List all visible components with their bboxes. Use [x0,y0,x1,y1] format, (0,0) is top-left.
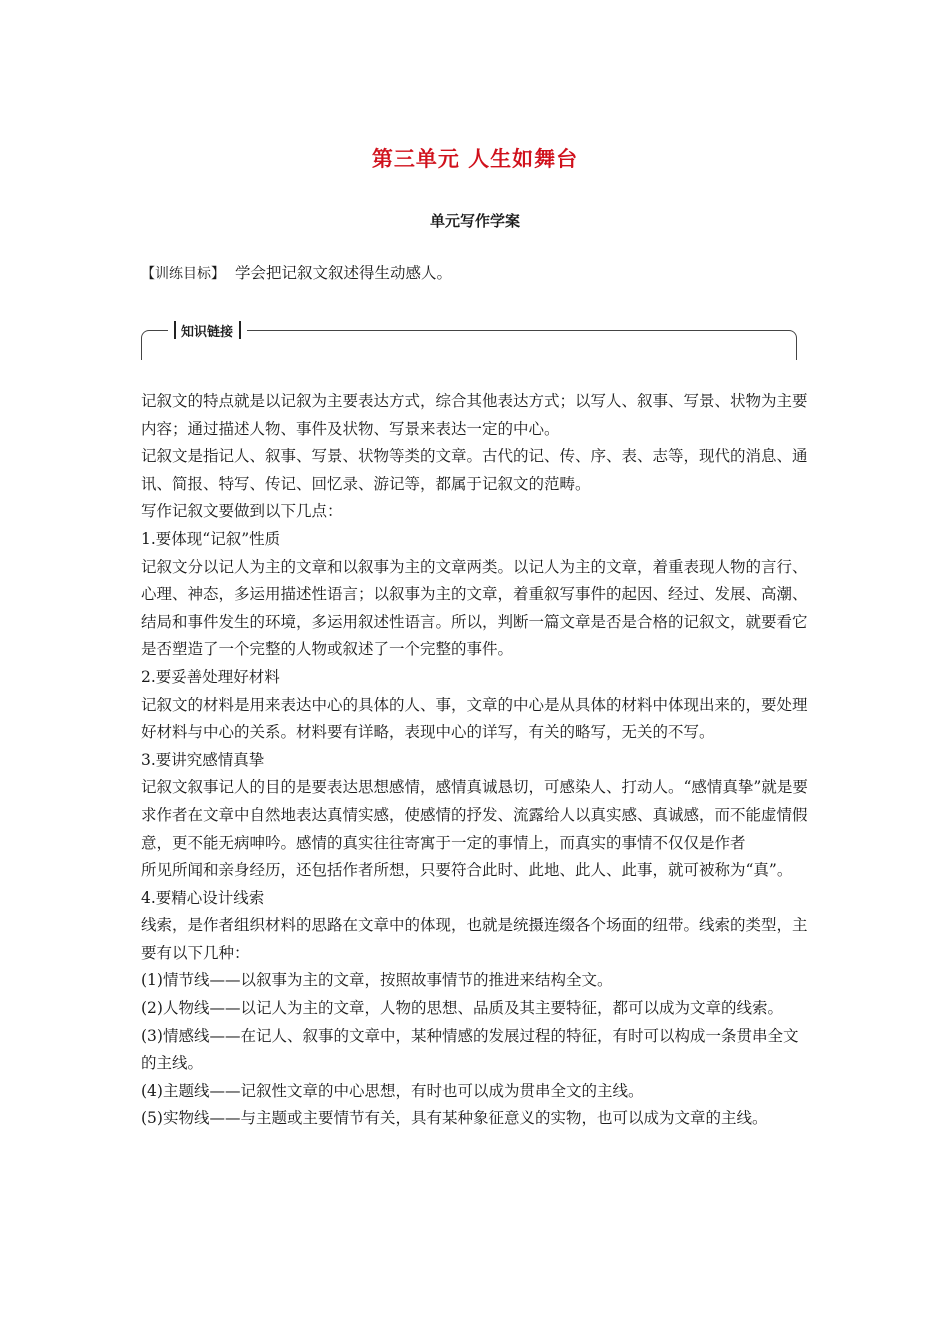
list-item: (2)人物线——以记人为主的文章，人物的思想、品质及其主要特征，都可以成为文章的线索。 [141,999,783,1018]
heading-point-2: 2.要妥善处理好材料 [141,667,280,686]
training-goal-text: 学会把记叙文叙述得生动感人。 [235,264,453,282]
list-item: (1)情节线——以叙事为主的文章，按照故事情节的推进来结构全文。 [141,971,613,990]
paragraph: 记叙文的材料是用来表达中心的具体的人、事，文章的中心是从具体的材料中体现出来的，要处理好材料与中心的关系。材料要有详略，表现中心的详写，有关的略写，无关的不写。 [141,695,808,742]
training-goal-label: 【训练目标】 [141,266,225,282]
list-item: (5)实物线——与主题或主要情节有关，具有某种象征意义的实物，也可以成为文章的主线。 [141,1109,768,1128]
section-bar-left [174,321,176,339]
paragraph: 记叙文分以记人为主的文章和以叙事为主的文章两类。以记人为主的文章，着重表现人物的言行、心理、神态，多运用描述性语言；以叙事为主的文章，着重叙写事件的起因、经过、发展、高潮、结局和事件发生的环境，多运用叙述性语言。所以，判断一篇文章是否是合格的记叙文，就要看它是否塑造了一个完整的人物或叙述了一个完整的事件。 [141,557,808,659]
list-item: (4)主题线——记叙性文章的中心思想，有时也可以成为贯串全文的主线。 [141,1081,644,1100]
paragraph: 所见所闻和亲身经历，还包括作者所想，只要符合此时、此地、此人、此事，就可被称为“真”。 [141,861,793,880]
paragraph: 线索，是作者组织材料的思路在文章中的体现，也就是统摄连缀各个场面的纽带。线索的类型，主要有以下几种： [141,916,808,962]
paragraph: 记叙文的特点就是以记叙为主要表达方式，综合其他表达方式；以写人、叙事、写景、状物为主要内容；通过描述人物、事件及状物、写景来表达一定的中心。 [141,392,808,438]
section-header [168,320,247,340]
heading-point-4: 4.要精心设计线索 [141,888,265,907]
training-goal [141,262,452,285]
page-title: 第三单元 人生如舞台 [371,147,579,171]
heading-point-1: 1.要体现“记叙”性质 [141,529,281,548]
page-subtitle: 单元写作学案 [429,212,520,230]
section-label: 知识链接 [181,324,234,340]
paragraph: 记叙文是指记人、叙事、写景、状物等类的文章。古代的记、传、序、表、志等，现代的消息、通讯、简报、特写、传记、回忆录、游记等，都属于记叙文的范畴。 [141,447,808,493]
paragraph: 写作记叙文要做到以下几点： [141,502,343,521]
heading-point-3: 3.要讲究感情真挚 [141,750,265,769]
body-text [141,388,813,1133]
list-item: (3)情感线——在记人、叙事的文章中，某种情感的发展过程的特征，有时可以构成一条贯串全文的主线。 [141,1026,799,1073]
section-bar-right [239,321,241,339]
paragraph: 记叙文叙事记人的目的是要表达思想感情，感情真诚恳切，可感染人、打动人。“感情真挚”就是要求作者在文章中自然地表达真情实感，使感情的抒发、流露给人以真实感、真诚感，而不能虚情假意，更不能无病呻吟。感情的真实往往寄寓于一定的事情上，而真实的事情不仅仅是作者 [141,778,808,852]
